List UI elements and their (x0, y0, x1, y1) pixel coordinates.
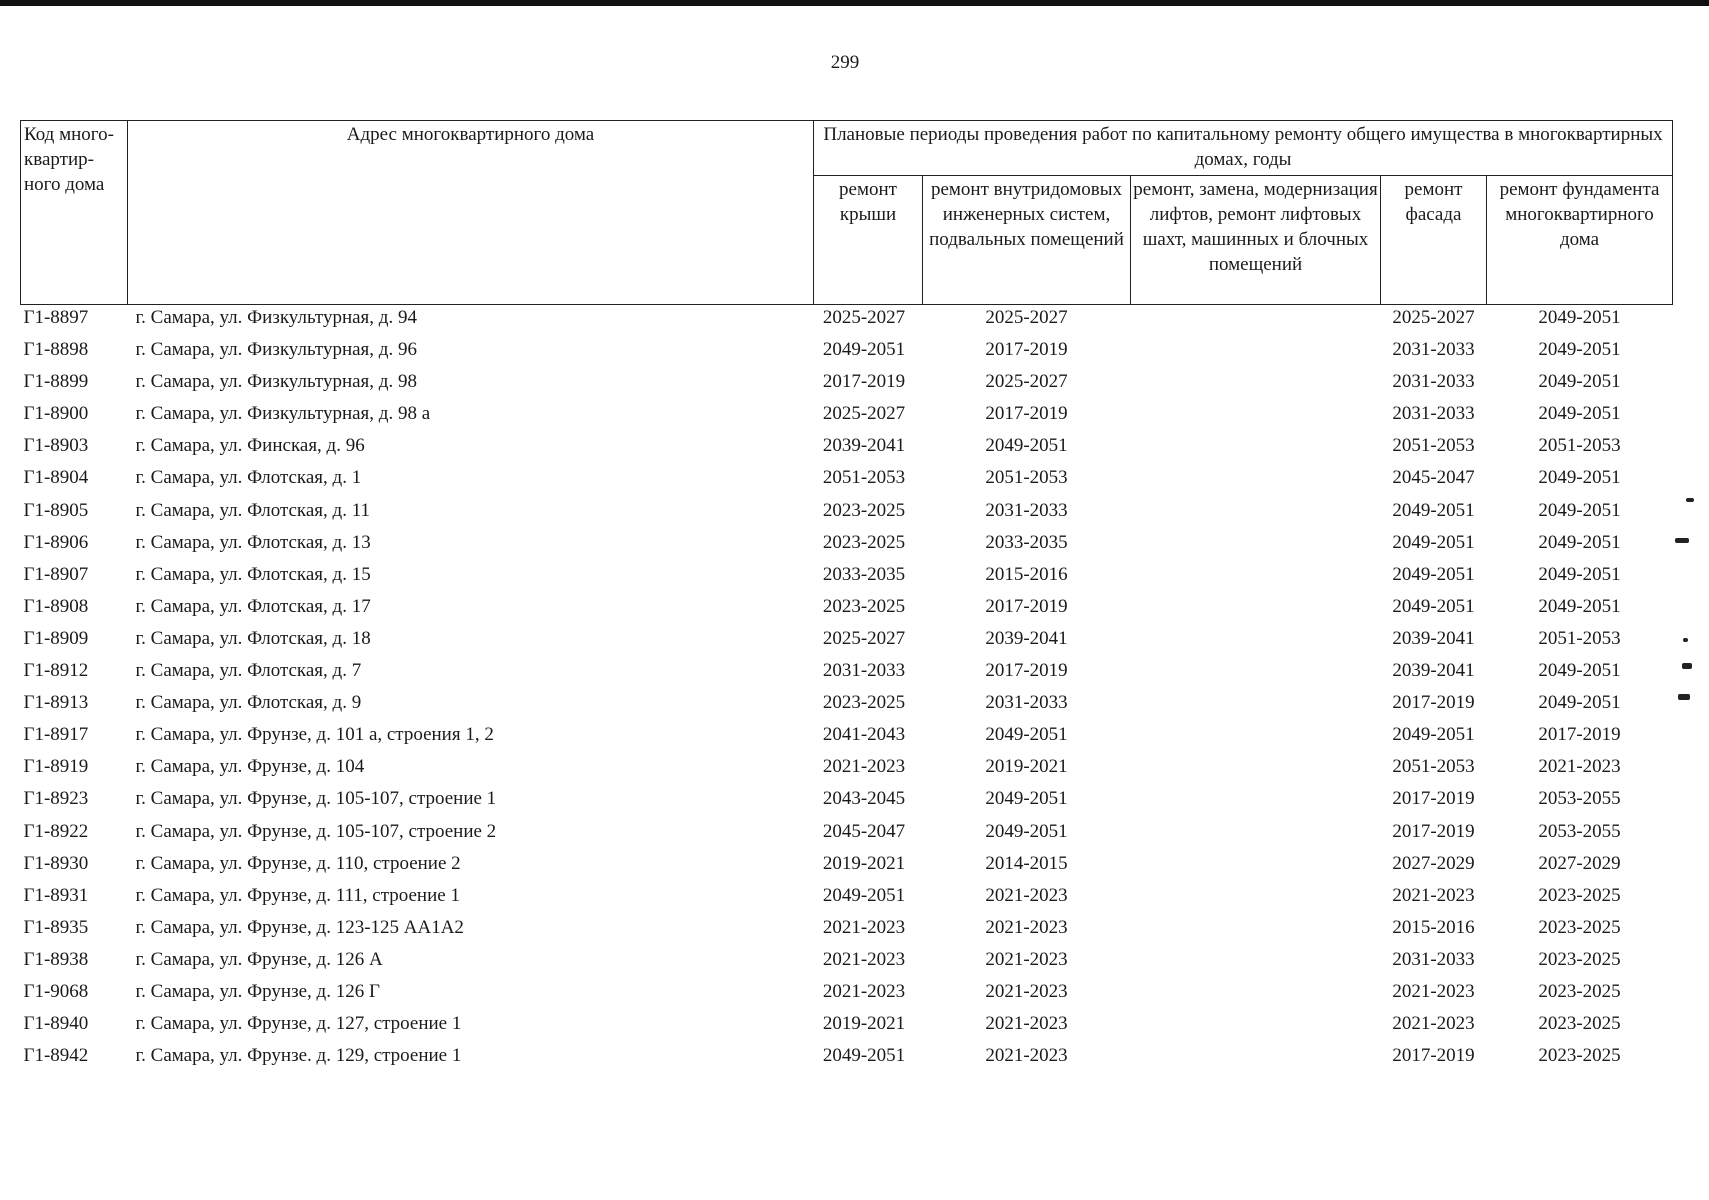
row-foundation-period: 2049-2051 (1538, 403, 1621, 425)
row-elevators-period (1131, 819, 1381, 851)
table-row (21, 562, 1673, 594)
row-foundation-period: 2023-2025 (1538, 916, 1621, 938)
row-systems-period: 2031-2033 (985, 499, 1068, 521)
row-facade-period: 2021-2023 (1392, 1013, 1475, 1035)
row-roof-period: 2017-2019 (822, 371, 906, 393)
row-systems-period: 2049-2051 (985, 435, 1068, 457)
row-roof-period: 2049-2051 (822, 884, 906, 906)
row-code: Г1-8907 (23, 563, 89, 585)
row-code: Г1-8904 (23, 467, 89, 489)
row-roof-period: 2051-2053 (822, 467, 906, 489)
row-roof-period: 2023-2025 (822, 499, 906, 521)
row-facade-period: 2049-2051 (1392, 563, 1475, 585)
header-periods: Плановые периоды проведения работ по капитальному ремонту общего имущества в многоквартирных домах, годы (814, 121, 1673, 176)
row-roof-period: 2021-2023 (822, 756, 906, 778)
row-facade-period: 2017-2019 (1392, 788, 1475, 810)
row-elevators-period (1131, 369, 1381, 401)
header-roof: ремонт крыши (814, 176, 923, 305)
table-body (21, 305, 1673, 1076)
row-code: Г1-8919 (23, 756, 89, 778)
row-foundation-period: 2027-2029 (1538, 852, 1621, 874)
row-address: г. Самара, ул. Флотская, д. 11 (135, 499, 371, 521)
row-facade-period: 2051-2053 (1392, 756, 1475, 778)
row-roof-period: 2043-2045 (822, 788, 906, 810)
row-elevators-period (1131, 1011, 1381, 1043)
row-code: Г1-8938 (23, 948, 89, 970)
row-roof-period: 2021-2023 (822, 980, 906, 1002)
row-address: г. Самара, ул. Флотская, д. 7 (135, 660, 362, 682)
row-facade-period: 2051-2053 (1392, 435, 1475, 457)
row-address: г. Самара, ул. Финская, д. 96 (135, 435, 365, 457)
row-foundation-period: 2023-2025 (1538, 884, 1621, 906)
row-code: Г1-8897 (23, 307, 89, 328)
row-foundation-period: 2049-2051 (1538, 499, 1621, 521)
table-row (21, 305, 1673, 338)
row-foundation-period: 2051-2053 (1538, 627, 1621, 649)
row-roof-period: 2025-2027 (822, 307, 906, 328)
row-address: г. Самара, ул. Фрунзе. д. 129, строение 1 (135, 1045, 462, 1067)
header-elevators: ремонт, замена, модернизация лифтов, ремонт лифтовых шахт, машинных и блочных помещений (1131, 176, 1381, 305)
row-facade-period: 2031-2033 (1392, 339, 1475, 361)
row-address: г. Самара, ул. Фрунзе, д. 104 (135, 756, 365, 778)
row-roof-period: 2023-2025 (822, 692, 906, 714)
row-foundation-period: 2049-2051 (1538, 339, 1621, 361)
row-foundation-period: 2049-2051 (1538, 371, 1621, 393)
table-row (21, 594, 1673, 626)
row-address: г. Самара, ул. Фрунзе, д. 123-125 АА1А2 (135, 916, 464, 938)
table-row (21, 658, 1673, 690)
table-row (21, 883, 1673, 915)
row-elevators-period (1131, 626, 1381, 658)
table-row (21, 947, 1673, 979)
row-systems-period: 2021-2023 (985, 1045, 1068, 1067)
header-code: Код много-квартир-ного дома (21, 121, 128, 305)
row-elevators-period (1131, 851, 1381, 883)
row-foundation-period: 2021-2023 (1538, 756, 1621, 778)
row-foundation-period: 2049-2051 (1538, 467, 1621, 489)
row-facade-period: 2021-2023 (1392, 884, 1475, 906)
row-elevators-period (1131, 722, 1381, 754)
table-row (21, 369, 1673, 401)
row-roof-period: 2031-2033 (822, 660, 906, 682)
row-elevators-period (1131, 915, 1381, 947)
row-elevators-period (1131, 883, 1381, 915)
header-foundation: ремонт фундамента многоквартирного дома (1487, 176, 1673, 305)
row-address: г. Самара, ул. Флотская, д. 15 (135, 563, 371, 585)
row-facade-period: 2015-2016 (1392, 916, 1475, 938)
row-foundation-period: 2023-2025 (1538, 1013, 1621, 1035)
row-facade-period: 2049-2051 (1392, 724, 1475, 746)
row-address: г. Самара, ул. Физкультурная, д. 98 (135, 371, 417, 393)
row-code: Г1-8912 (23, 660, 89, 682)
row-facade-period: 2017-2019 (1392, 820, 1475, 842)
row-elevators-period (1131, 979, 1381, 1011)
table-row (21, 690, 1673, 722)
row-address: г. Самара, ул. Флотская, д. 13 (135, 531, 371, 553)
row-roof-period: 2039-2041 (822, 435, 906, 457)
row-facade-period: 2045-2047 (1392, 467, 1475, 489)
row-systems-period: 2017-2019 (985, 660, 1068, 682)
row-facade-period: 2039-2041 (1392, 660, 1475, 682)
row-foundation-period: 2049-2051 (1538, 563, 1621, 585)
row-foundation-period: 2051-2053 (1538, 435, 1621, 457)
row-foundation-period: 2023-2025 (1538, 980, 1621, 1002)
row-roof-period: 2045-2047 (822, 820, 906, 842)
row-address: г. Самара, ул. Фрунзе, д. 101 а, строения 1, 2 (135, 724, 494, 746)
row-elevators-period (1131, 498, 1381, 530)
row-systems-period: 2033-2035 (985, 531, 1068, 553)
row-code: Г1-8909 (23, 627, 89, 649)
row-address: г. Самара, ул. Флотская, д. 18 (135, 627, 371, 649)
row-elevators-period (1131, 594, 1381, 626)
row-code: Г1-8931 (23, 884, 89, 906)
repair-schedule-table (20, 120, 1673, 1075)
row-code: Г1-8905 (23, 499, 89, 521)
row-code: Г1-8903 (23, 435, 89, 457)
table-row (21, 722, 1673, 754)
row-systems-period: 2017-2019 (985, 595, 1068, 617)
row-elevators-period (1131, 754, 1381, 786)
row-address: г. Самара, ул. Фрунзе, д. 126 Г (135, 980, 380, 1002)
row-foundation-period: 2049-2051 (1538, 531, 1621, 553)
row-roof-period: 2019-2021 (822, 1013, 906, 1035)
row-address: г. Самара, ул. Фрунзе, д. 110, строение 2 (135, 852, 461, 874)
row-roof-period: 2025-2027 (822, 627, 906, 649)
row-address: г. Самара, ул. Фрунзе, д. 105-107, строение 1 (135, 788, 497, 810)
row-code: Г1-8908 (23, 595, 89, 617)
row-address: г. Самара, ул. Флотская, д. 17 (135, 595, 371, 617)
row-address: г. Самара, ул. Фрунзе, д. 105-107, строение 2 (135, 820, 497, 842)
row-elevators-period (1131, 1043, 1381, 1075)
row-code: Г1-8906 (23, 531, 89, 553)
row-systems-period: 2025-2027 (985, 371, 1068, 393)
table-row (21, 626, 1673, 658)
row-facade-period: 2017-2019 (1392, 692, 1475, 714)
row-systems-period: 2021-2023 (985, 980, 1068, 1002)
top-border-rule (0, 0, 1709, 6)
table-header (21, 121, 1673, 305)
row-systems-period: 2051-2053 (985, 467, 1068, 489)
scan-mark (1682, 663, 1692, 669)
row-systems-period: 2031-2033 (985, 692, 1068, 714)
table-row (21, 530, 1673, 562)
scan-mark (1675, 538, 1689, 543)
row-roof-period: 2021-2023 (822, 948, 906, 970)
row-facade-period: 2021-2023 (1392, 980, 1475, 1002)
table-row (21, 433, 1673, 465)
row-facade-period: 2031-2033 (1392, 403, 1475, 425)
row-facade-period: 2017-2019 (1392, 1045, 1475, 1067)
row-elevators-period (1131, 690, 1381, 722)
row-code: Г1-8942 (23, 1045, 89, 1067)
table-row (21, 465, 1673, 497)
row-facade-period: 2027-2029 (1392, 852, 1475, 874)
row-address: г. Самара, ул. Флотская, д. 9 (135, 692, 362, 714)
row-roof-period: 2033-2035 (822, 563, 906, 585)
row-code: Г1-8899 (23, 371, 89, 393)
row-code: Г1-8900 (23, 403, 89, 425)
row-address: г. Самара, ул. Физкультурная, д. 96 (135, 339, 417, 361)
row-roof-period: 2023-2025 (822, 531, 906, 553)
table-row (21, 786, 1673, 818)
header-systems: ремонт внутридомовых инженерных систем, подвальных помещений (923, 176, 1131, 305)
row-systems-period: 2021-2023 (985, 1013, 1068, 1035)
row-systems-period: 2049-2051 (985, 820, 1068, 842)
row-roof-period: 2049-2051 (822, 1045, 906, 1067)
row-systems-period: 2021-2023 (985, 916, 1068, 938)
row-systems-period: 2014-2015 (985, 852, 1068, 874)
row-roof-period: 2041-2043 (822, 724, 906, 746)
row-systems-period: 2039-2041 (985, 627, 1068, 649)
row-elevators-period (1131, 305, 1381, 338)
row-facade-period: 2031-2033 (1392, 948, 1475, 970)
scan-mark (1683, 638, 1688, 642)
scan-mark (1678, 694, 1690, 700)
table-row (21, 1043, 1673, 1075)
row-address: г. Самара, ул. Физкультурная, д. 98 а (135, 403, 431, 425)
table-row (21, 498, 1673, 530)
row-foundation-period: 2049-2051 (1538, 692, 1621, 714)
row-foundation-period: 2023-2025 (1538, 948, 1621, 970)
header-address: Адрес многоквартирного дома (128, 121, 814, 305)
row-systems-period: 2049-2051 (985, 724, 1068, 746)
row-roof-period: 2019-2021 (822, 852, 906, 874)
row-facade-period: 2049-2051 (1392, 499, 1475, 521)
table-row (21, 851, 1673, 883)
scan-mark (1686, 498, 1694, 502)
table-row (21, 819, 1673, 851)
row-code: Г1-8935 (23, 916, 89, 938)
page-number: 299 (830, 52, 860, 73)
row-roof-period: 2025-2027 (822, 403, 906, 425)
row-foundation-period: 2053-2055 (1538, 820, 1621, 842)
row-address: г. Самара, ул. Флотская, д. 1 (135, 467, 362, 489)
row-systems-period: 2017-2019 (985, 339, 1068, 361)
row-systems-period: 2017-2019 (985, 403, 1068, 425)
row-address: г. Самара, ул. Физкультурная, д. 94 (135, 307, 417, 328)
row-elevators-period (1131, 337, 1381, 369)
row-roof-period: 2023-2025 (822, 595, 906, 617)
row-elevators-period (1131, 562, 1381, 594)
row-code: Г1-8917 (23, 724, 89, 746)
row-systems-period: 2019-2021 (985, 756, 1068, 778)
row-elevators-period (1131, 786, 1381, 818)
row-foundation-period: 2049-2051 (1538, 660, 1621, 682)
row-code: Г1-9068 (23, 980, 89, 1002)
row-systems-period: 2049-2051 (985, 788, 1068, 810)
row-elevators-period (1131, 658, 1381, 690)
row-roof-period: 2021-2023 (822, 916, 906, 938)
row-address: г. Самара, ул. Фрунзе, д. 126 А (135, 948, 383, 970)
row-systems-period: 2025-2027 (985, 307, 1068, 328)
row-elevators-period (1131, 465, 1381, 497)
table-row (21, 915, 1673, 947)
row-elevators-period (1131, 401, 1381, 433)
table-row (21, 1011, 1673, 1043)
row-code: Г1-8922 (23, 820, 89, 842)
row-systems-period: 2021-2023 (985, 948, 1068, 970)
row-address: г. Самара, ул. Фрунзе, д. 111, строение 1 (135, 884, 460, 906)
table-row (21, 979, 1673, 1011)
row-roof-period: 2049-2051 (822, 339, 906, 361)
row-foundation-period: 2053-2055 (1538, 788, 1621, 810)
row-code: Г1-8940 (23, 1013, 89, 1035)
row-code: Г1-8913 (23, 692, 89, 714)
row-facade-period: 2049-2051 (1392, 531, 1475, 553)
table-row (21, 337, 1673, 369)
row-elevators-period (1131, 947, 1381, 979)
row-elevators-period (1131, 530, 1381, 562)
row-code: Г1-8930 (23, 852, 89, 874)
header-facade: ремонт фасада (1381, 176, 1487, 305)
row-systems-period: 2021-2023 (985, 884, 1068, 906)
row-foundation-period: 2023-2025 (1538, 1045, 1621, 1067)
row-foundation-period: 2049-2051 (1538, 595, 1621, 617)
row-code: Г1-8923 (23, 788, 89, 810)
row-code: Г1-8898 (23, 339, 89, 361)
row-address: г. Самара, ул. Фрунзе, д. 127, строение 1 (135, 1013, 462, 1035)
row-elevators-period (1131, 433, 1381, 465)
row-foundation-period: 2017-2019 (1538, 724, 1621, 746)
table-row (21, 754, 1673, 786)
table-row (21, 401, 1673, 433)
row-facade-period: 2049-2051 (1392, 595, 1475, 617)
row-facade-period: 2039-2041 (1392, 627, 1475, 649)
row-foundation-period: 2049-2051 (1538, 307, 1621, 328)
row-facade-period: 2025-2027 (1392, 307, 1475, 328)
row-systems-period: 2015-2016 (985, 563, 1068, 585)
row-facade-period: 2031-2033 (1392, 371, 1475, 393)
